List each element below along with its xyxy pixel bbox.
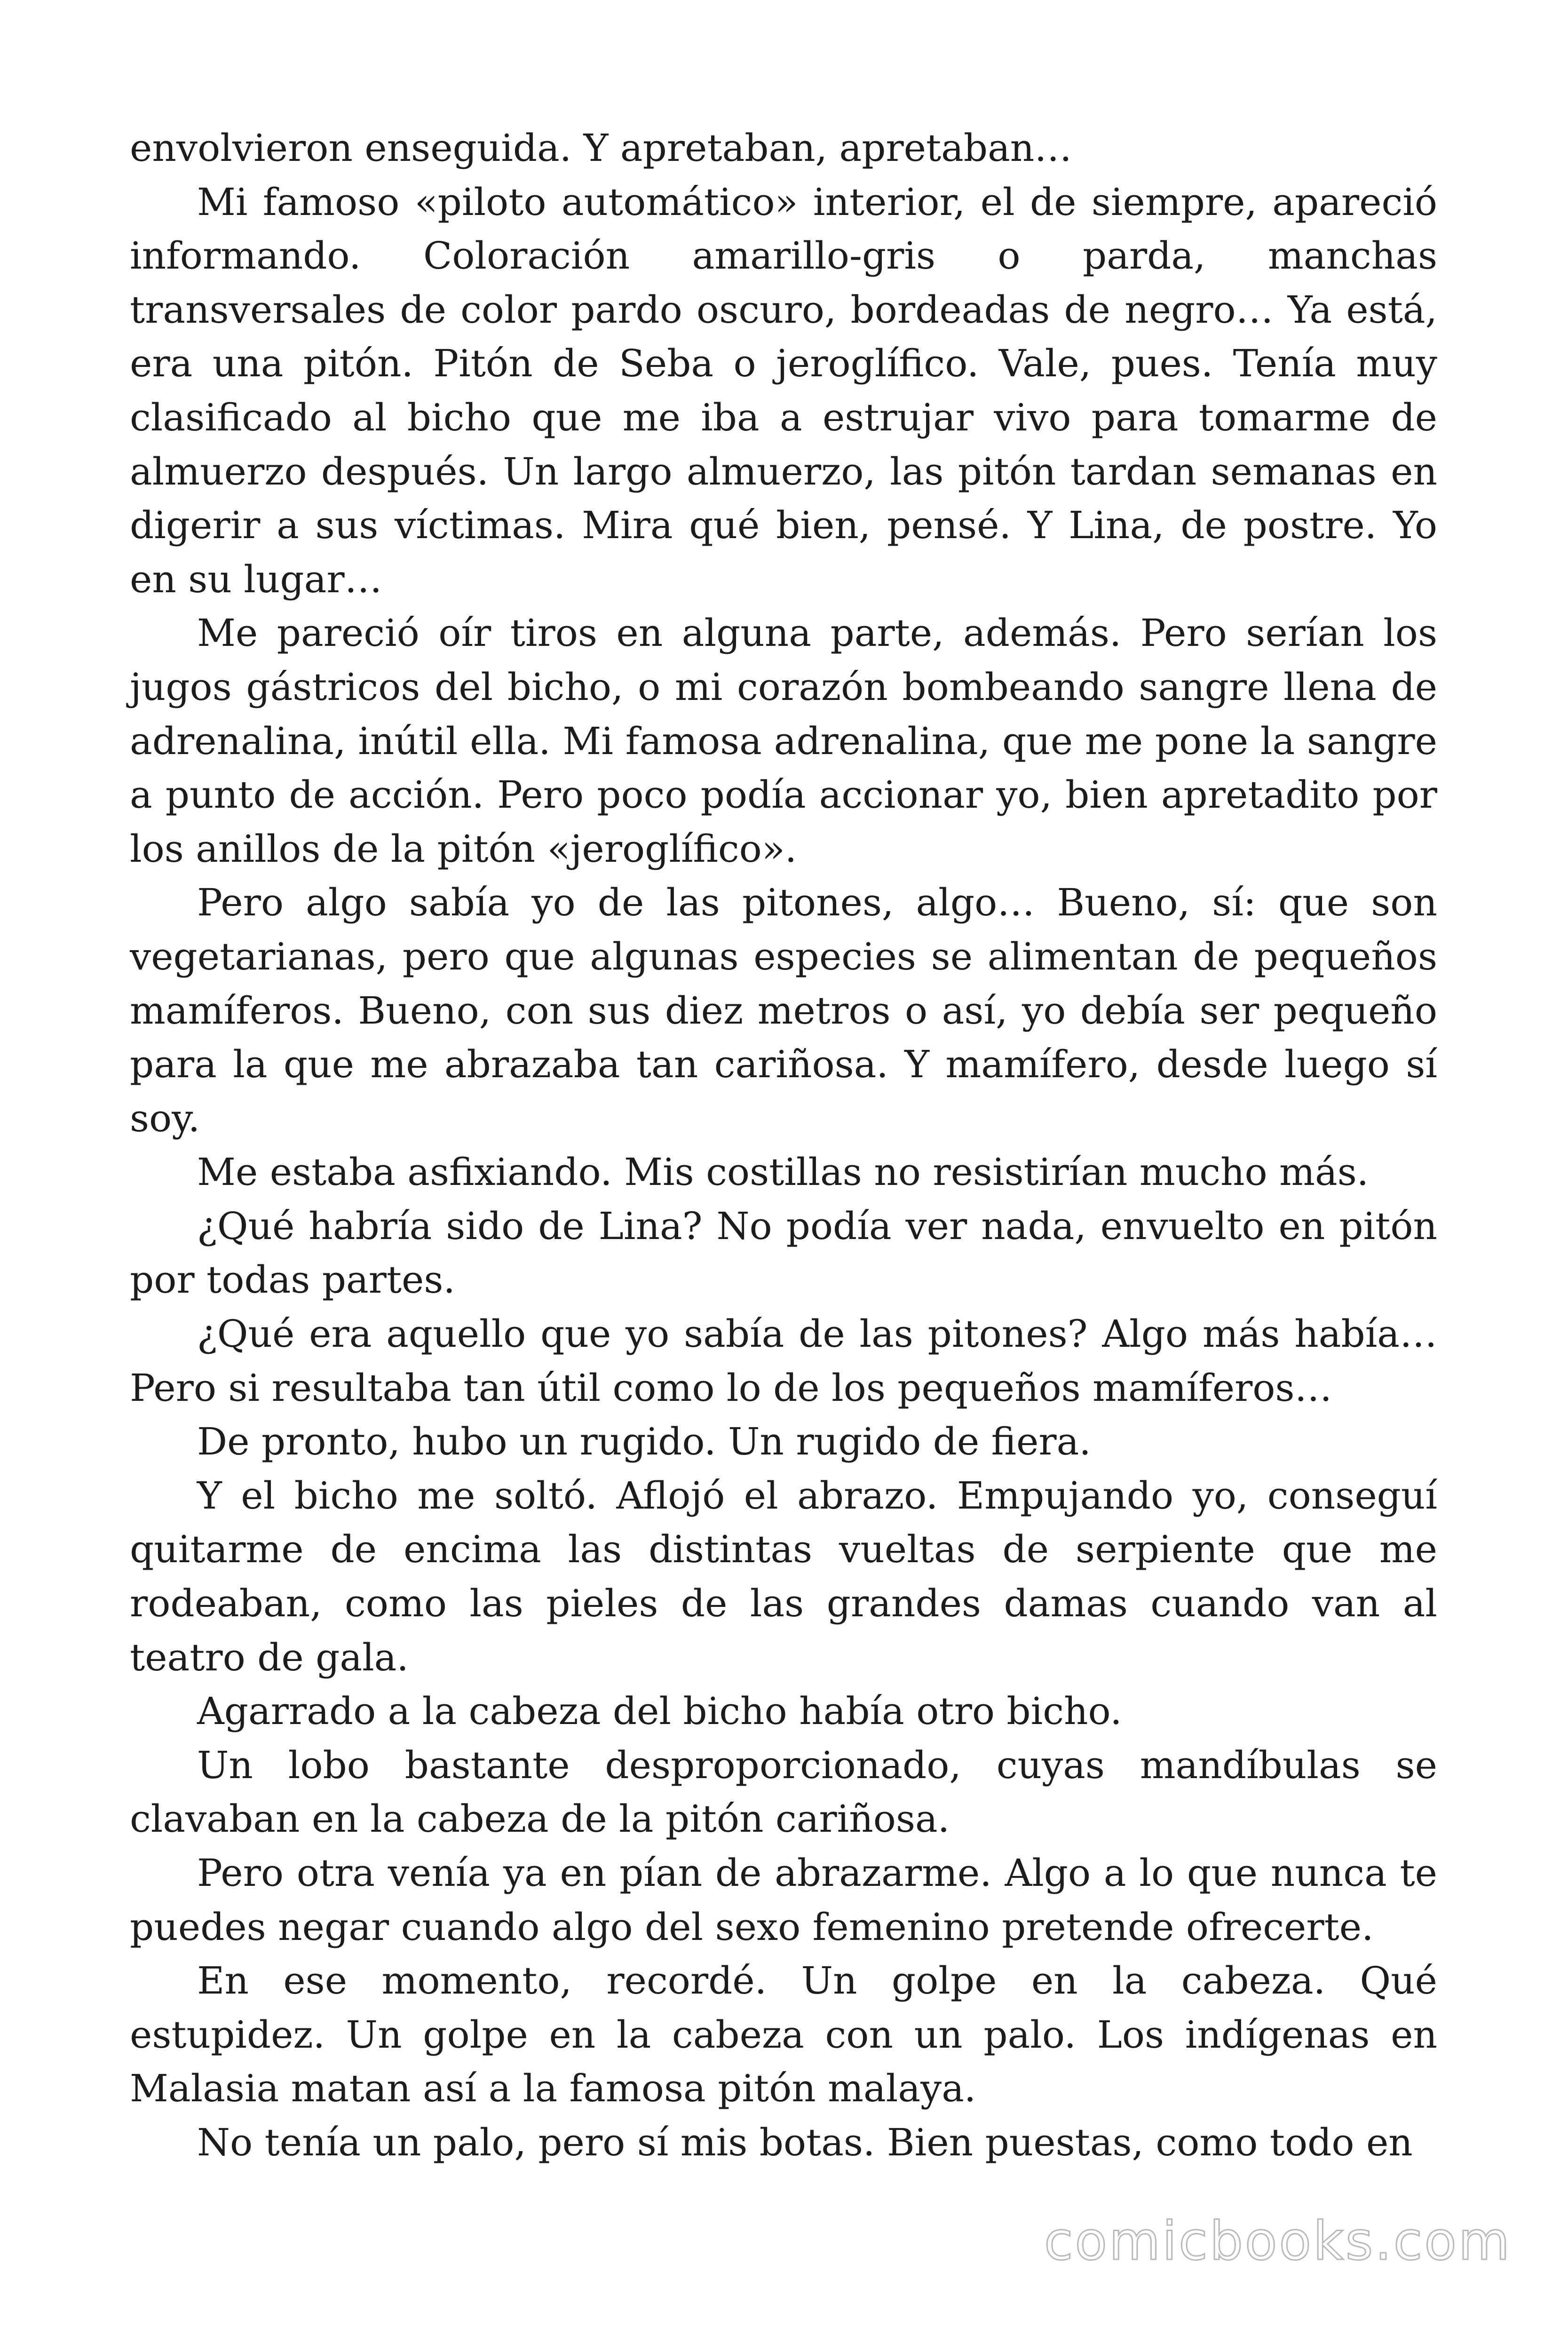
paragraph: De pronto, hubo un rugido. Un rugido de fiera. <box>197 1420 1091 1464</box>
watermark: comicbooks.com <box>1044 2211 1512 2272</box>
paragraph: ¿Qué habría sido de Lina? No podía ver nada, envuelto en pitón por todas partes. <box>130 1204 1437 1302</box>
body-text <box>130 121 1437 2170</box>
paragraph: Un lobo bastante desproporcionado, cuyas mandíbulas se clavaban en la cabeza de la pitón cariñosa. <box>130 1743 1437 1841</box>
paragraph: Pero algo sabía yo de las pitones, algo… Bueno, sí: que son vegetarianas, pero que algunas especies se alimentan de pequeños mamíferos. Bueno, con sus diez metros o así, yo debía ser pequeño para la que me abrazaba tan cariñosa. Y mamífero, desde luego sí soy. <box>130 881 1437 1140</box>
paragraph: En ese momento, recordé. Un golpe en la cabeza. Qué estupidez. Un golpe en la cabeza con un palo. Los indígenas en Malasia matan así a la famosa pitón malaya. <box>130 1959 1437 2111</box>
paragraph: envolvieron enseguida. Y apretaban, apretaban… <box>130 126 1072 170</box>
paragraph: Me estaba asfixiando. Mis costillas no resistirían mucho más. <box>197 1150 1369 1194</box>
paragraph: Agarrado a la cabeza del bicho había otro bicho. <box>197 1689 1122 1733</box>
paragraph: ¿Qué era aquello que yo sabía de las pitones? Algo más había… Pero si resultaba tan útil como lo de los pequeños mamíferos… <box>130 1312 1437 1410</box>
paragraph: Mi famoso «piloto automático» interior, el de siempre, apareció informando. Coloración amarillo-gris o parda, manchas transversales de color pardo oscuro, bordeadas de negro… Ya está, era una pitón. Pitón de Seba o jeroglífico. Vale, pues. Tenía muy clasificado al bicho que me iba a estrujar vivo para tomarme de almuerzo después. Un largo almuerzo, las pitón tardan semanas en digerir a sus víctimas. Mira qué bien, pensé. Y Lina, de postre. Yo en su lugar… <box>130 180 1437 601</box>
paragraph: No tenía un palo, pero sí mis botas. Bien puestas, como todo en <box>197 2120 1413 2164</box>
paragraph: Me pareció oír tiros en alguna parte, además. Pero serían los jugos gástricos del bicho, o mi corazón bombeando sangre llena de adrenalina, inútil ella. Mi famosa adrenalina, que me pone la sangre a punto de acción. Pero poco podía accionar yo, bien apretadito por los anillos de la pitón «jeroglífico». <box>130 611 1437 871</box>
paragraph: Pero otra venía ya en pían de abrazarme. Algo a lo que nunca te puedes negar cuando algo del sexo femenino pretende ofrecerte. <box>130 1851 1437 1949</box>
paragraph: Y el bicho me soltó. Aflojó el abrazo. Empujando yo, conseguí quitarme de encima las distintas vueltas de serpiente que me rodeaban, como las pieles de las grandes damas cuando van al teatro de gala. <box>130 1473 1437 1679</box>
